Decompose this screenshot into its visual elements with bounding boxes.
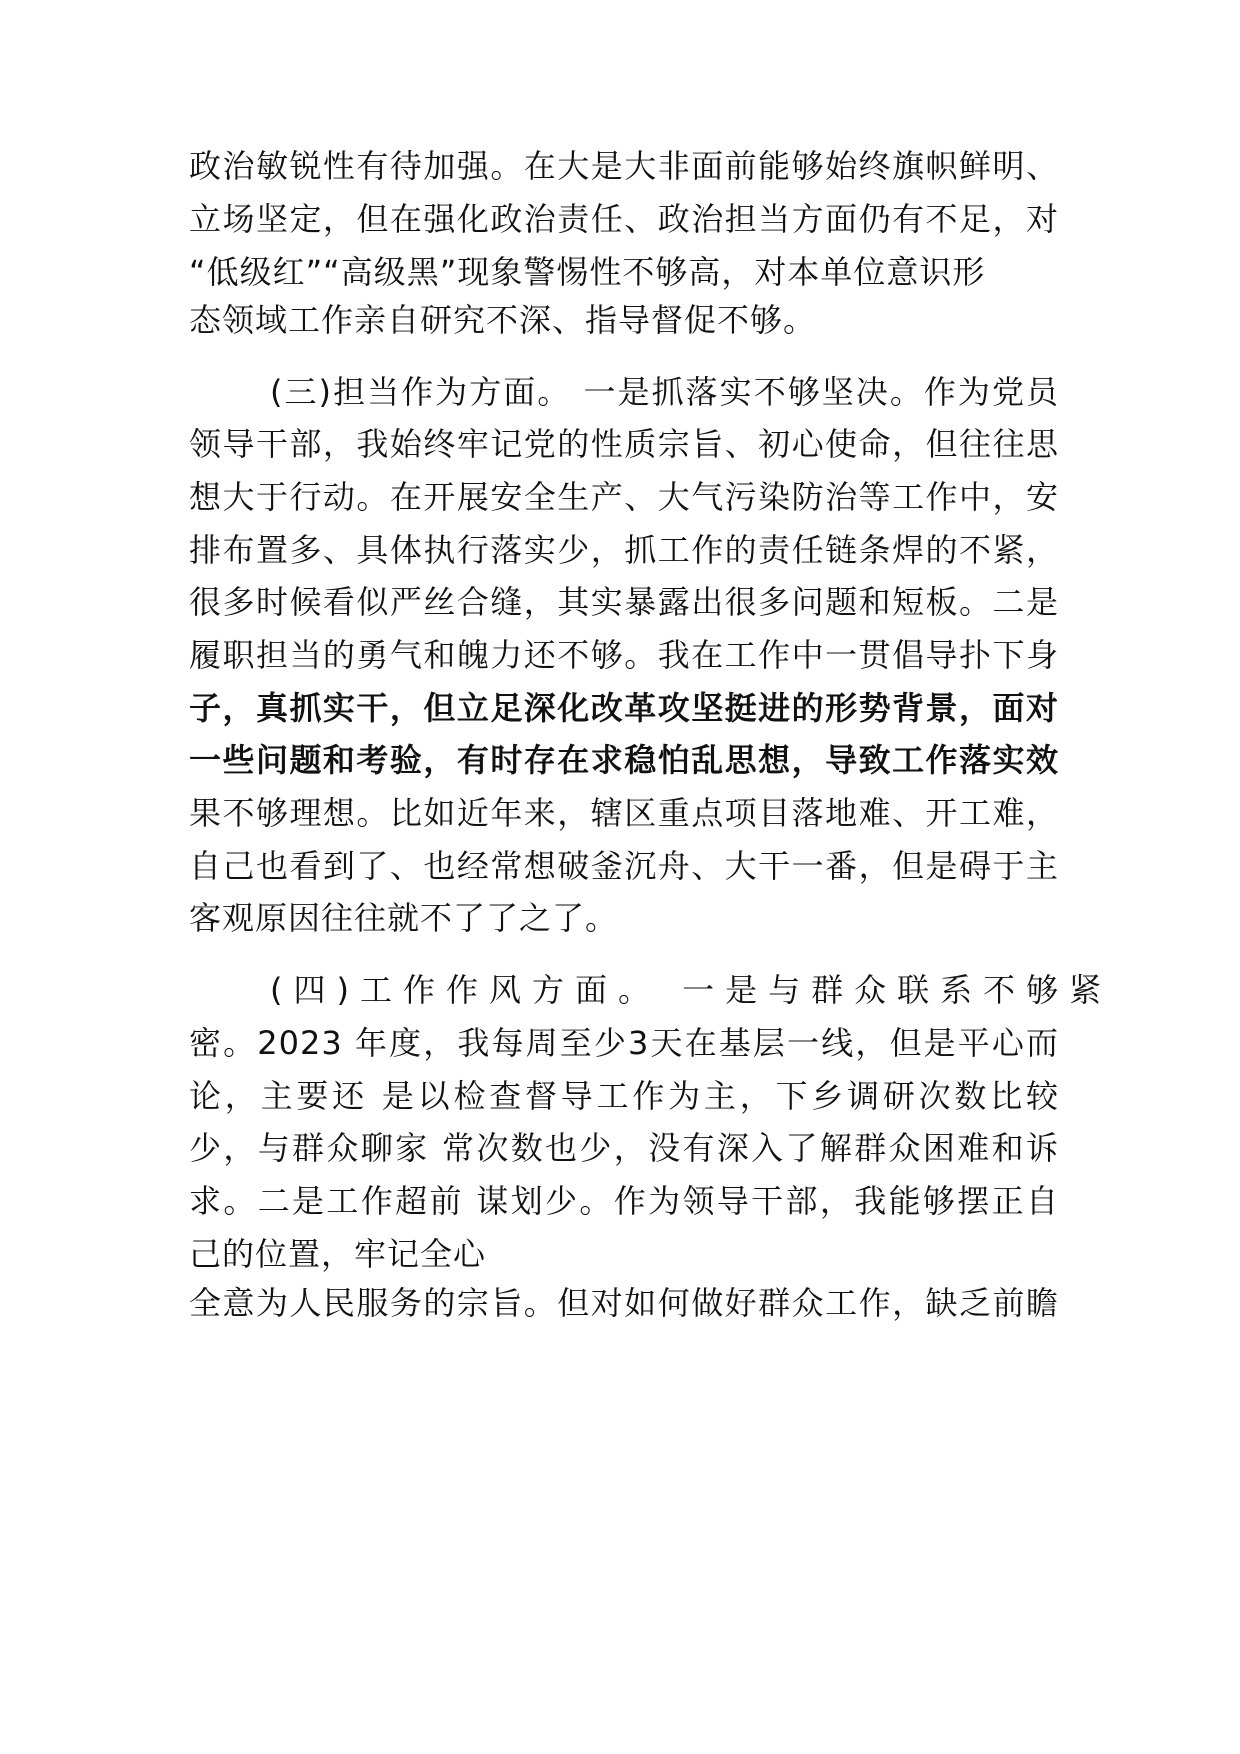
text-line: 己的位置，牢记全心 [189,1235,487,1273]
text-line: 自己也看到了、也经常想破釜沉舟、大干一番，但是碍于主 [189,847,1059,885]
text-line: 履职担当的勇气和魄力还不够。我在工作中一贯倡导扑下身 [189,636,1059,674]
text-line: 全意为人民服务的宗旨。但对如何做好群众工作，缺乏前瞻 [189,1284,1059,1322]
text-line: 客观原因往往就不了了之了。 [189,899,619,937]
section-heading-line: (四)工作作风方面。 一是与群众联系不够紧 [270,971,1113,1009]
text-line: 求。二是工作超前 谋划少。作为领导干部，我能够摆正自 [189,1182,1059,1220]
text-line: 子，真抓实干，但立足深化改革攻坚挺进的形势背景，面对 [189,689,1059,727]
text-line: 少，与群众聊家 常次数也少，没有深入了解群众困难和诉 [189,1129,1059,1167]
text-line: “低级红”“高级黑”现象警惕性不够高，对本单位意识形 [189,253,986,291]
text-line: 排布置多、具体执行落实少，抓工作的责任链条焊的不紧， [189,531,1059,569]
text-line: 一些问题和考验，有时存在求稳怕乱思想，导致工作落实效 [189,741,1059,779]
text-line: 政治敏锐性有待加强。在大是大非面前能够始终旗帜鲜明、 [189,147,1059,185]
text-line: 态领域工作亲自研究不深、指导督促不够。 [189,301,817,339]
section-heading-line: (三)担当作为方面。 一是抓落实不够坚决。作为党员 [270,373,1059,411]
text-line: 果不够理想。比如近年来，辖区重点项目落地难、开工难， [189,794,1059,832]
text-line: 领导干部，我始终牢记党的性质宗旨、初心使命，但往往思 [189,425,1059,463]
text-line: 立场坚定，但在强化政治责任、政治担当方面仍有不足，对 [189,200,1059,238]
text-line: 很多时候看似严丝合缝，其实暴露出很多问题和短板。二是 [189,583,1059,621]
text-line: 想大于行动。在开展安全生产、大气污染防治等工作中，安 [189,478,1059,516]
text-line: 论，主要还 是以检查督导工作为主，下乡调研次数比较 [189,1077,1059,1115]
text-line: 密。2023 年度，我每周至少3天在基层一线，但是平心而 [189,1024,1059,1062]
